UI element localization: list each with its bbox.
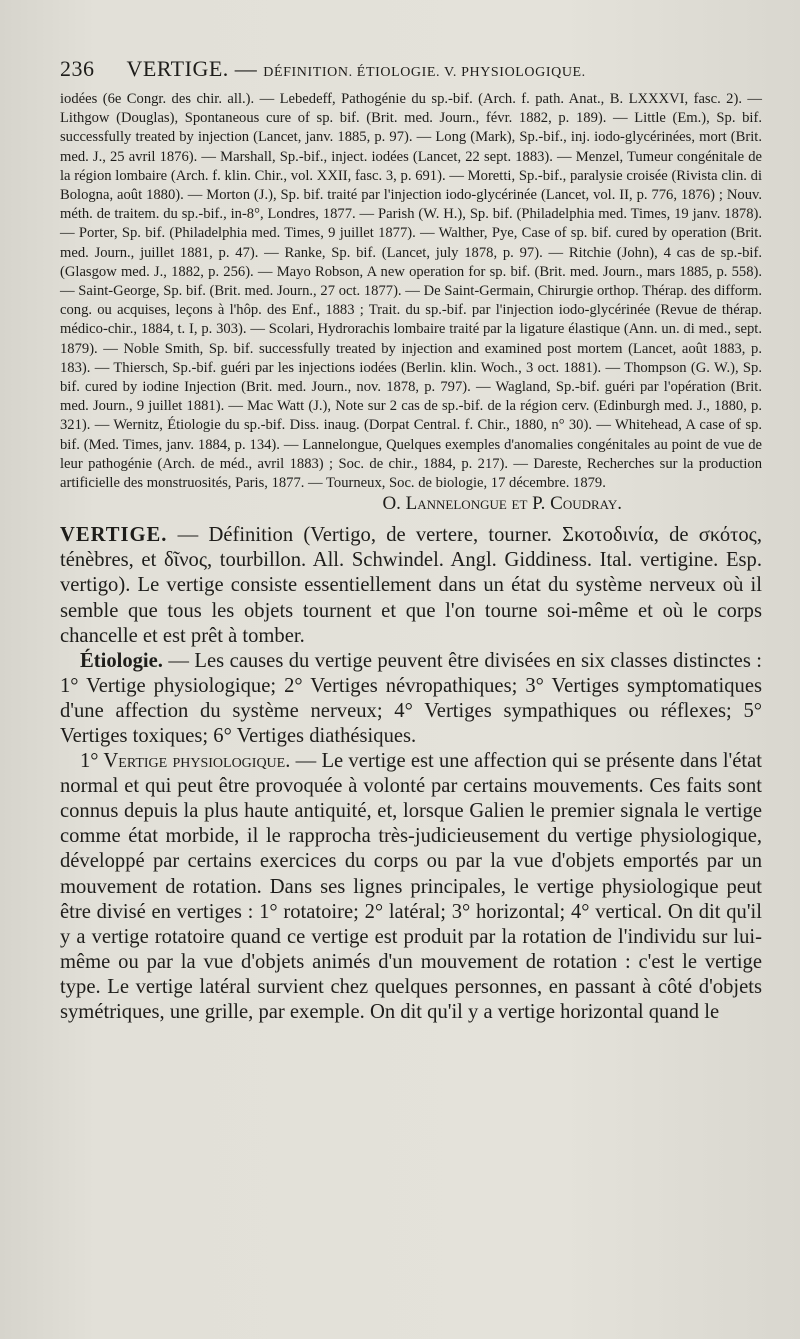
physiological-paragraph bbox=[60, 749, 762, 1025]
etiology-text: — Les causes du vertige peuvent être divisées en six classes distinctes : 1° Vertige physiologique; 2° Vertiges névropathiques; 3° Vertiges symptomatiques d'une affection du système nerveux; 4° Vertiges sympathiques ou réflexes; 5° Vertiges toxiques; 6° Vertiges diathésiques. bbox=[60, 649, 762, 748]
physiological-text: — Le vertige est une affection qui se présente dans l'état normal et qui peut être provoquée à volonté par certains mouvements. Ces faits sont connus depuis la plus haute antiquité, et, lorsque Galien le premier signala le vertige comme état morbide, il le rapprocha très-judicieusement du vertige physiologique, développé par certains exercices du corps ou par la vue d'objets emportés par un mouvement de rotation. Dans ses lignes principales, le vertige physiologique peut être divisé en vertiges : 1° rotatoire; 2° latéral; 3° horizontal; 4° vertical. On dit qu'il y a vertige rotatoire quand ce vertige est produit par la rotation de l'individu sur lui-même ou par la vue d'objets animés d'un mouvement de rotation : c'est le vertige type. Le vertige latéral survient chez quelques personnes, en passant à côté d'objets symétriques, une grille, par exemple. On dit qu'il y a vertige horizontal quand le bbox=[60, 750, 762, 1024]
bibliography-text: iodées (6e Congr. des chir. all.). — Lebedeff, Pathogénie du sp.-bif. (Arch. f. path. Anat., B. LXXXVI, fasc. 2). — Lithgow (Douglas), Spontaneous cure of sp. bif. (Brit. med. Journ., févr. 1882, p. 189). — Little (Em.), Sp. bif. successfully treated by injection (Lancet, janv. 1885, p. 97). — Long (Mark), Sp.-bif., inj. iodo-glycérinées, mort (Brit. med. J., 25 avril 1876). — Marshall, Sp.-bif., inject. iodées (Lancet, 22 sept. 1883). — Menzel, Tumeur congénitale de la région lombaire (Arch. f. klin. Chir., vol. XXII, fasc. 3, p. 691). — Moretti, Sp.-bif., paralysie croisée (Rivista clin. di Bologna, août 1880). — Morton (J.), Sp. bif. traité par l'injection iodo-glycérinée (Lancet, vol. II, p. 776, 1876) ; Nouv. méth. de traitem. du sp.-bif., in-8°, Londres, 1877. — Parish (W. H.), Sp. bif. (Philadelphia med. Times, 19 janv. 1878). — Porter, Sp. bif. (Philadelphia med. Times, 9 juillet 1877). — Walther, Pye, Case of sp. bif. cured by operation (Brit. med. Journ., juillet 1881, p. 47). — Ranke, Sp. bif. (Lancet, july 1878, p. 97). — Ritchie (John), 4 cas de sp.-bif. (Glasgow med. J., 1882, p. 256). — Mayo Robson, A new operation for sp. bif. (Brit. med. Journ., mars 1885, p. 558). — Saint-George, Sp. bif. (Brit. med. Journ., 27 oct. 1877). — De Saint-Germain, Chirurgie orthop. Thérap. des difform. cong. ou acquises, leçons à l'hôp. des Enf., 1883 ; Trait. du sp.-bif. par l'injection iodo-glycérinée (Revue de thérap. médico-chir., 1884, t. I, p. 303). — Scolari, Hydrorachis lombaire traité par la ligature élastique (Ann. un. di med., sept. 1879). — Noble Smith, Sp. bif. successfully treated by injection and examined post mortem (Lancet, août 1883, p. 183). — Thiersch, Sp.-bif. guéri par les injections iodées (Berlin. klin. Woch., 3 oct. 1881). — Thompson (G. W.), Sp. bif. cured by iodine Injection (Brit. med. Journ., nov. 1878, p. 797). — Wagland, Sp.-bif. guéri par l'opération (Brit. med. Journ., 9 juillet 1881). — Mac Watt (J.), Note sur 2 cas de sp.-bif. de la région cerv. (Edinburgh med. J., 1880, p. 321). — Wernitz, Étiologie du sp.-bif. Diss. inaug. (Dorpat Central. f. Chir., 1880, n° 30). — Whitehead, A case of sp. bif. (Med. Times, janv. 1884, p. 134). — Lannelongue, Quelques exemples d'anomalies congénitales au point de vue de leur pathogénie (Arch. de méd., avril 1883) ; Soc. de chir., 1884, p. 217). — Dareste, Recherches sur la production artificielle des monstruosités, Paris, 1877. — Tourneux, Soc. de biologie, 17 décembre. 1879. bbox=[60, 91, 762, 492]
running-subtitle: DÉFINITION. ÉTIOLOGIE. V. PHYSIOLOGIQUE. bbox=[263, 65, 586, 80]
running-head bbox=[60, 56, 762, 82]
page-number: 236 bbox=[60, 56, 95, 81]
physiological-heading: 1° Vertige physiologique. bbox=[80, 750, 291, 773]
author-signature: O. Lannelongue et P. Coudray. bbox=[382, 493, 622, 515]
etiology-paragraph bbox=[60, 649, 762, 749]
headword: VERTIGE. bbox=[60, 524, 168, 547]
etiology-heading: Étiologie. bbox=[80, 649, 163, 672]
article-body bbox=[60, 523, 762, 1025]
definition-paragraph bbox=[60, 523, 762, 648]
bibliography-block bbox=[60, 90, 762, 493]
running-title: VERTIGE. — bbox=[126, 56, 258, 81]
definition-text: — Définition (Vertigo, de vertere, tourner. Σκοτοδινία, de σκότος, ténèbres, et δῖνος, tourbillon. All. Schwindel. Angl. Giddiness. Ital. vertigine. Esp. vertigo). Le vertige consiste essentiellement dans un état du système nerveux où il semble que tous les objets tournent et que l'on tourne soi-même et où le corps chancelle et est prêt à tomber. bbox=[60, 524, 762, 647]
